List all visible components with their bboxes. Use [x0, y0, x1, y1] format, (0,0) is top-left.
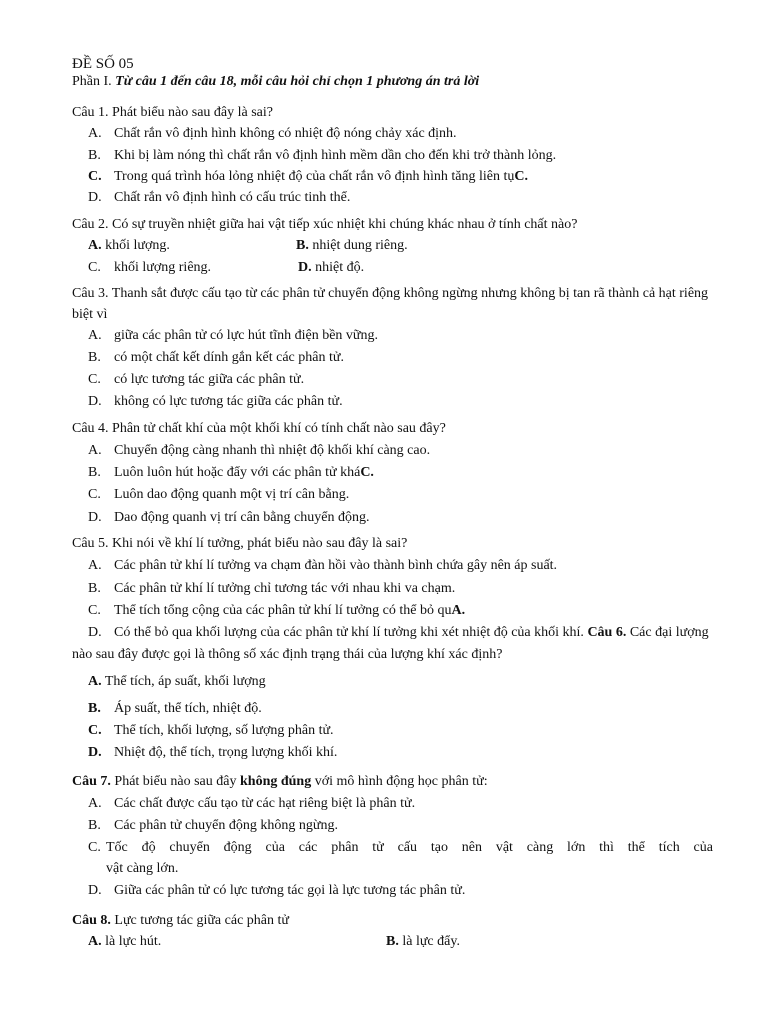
q7-c-word: vật — [495, 840, 513, 855]
q3-stem-line2: biệt vì — [72, 307, 108, 322]
q1-option-a: A. Chất rắn vô định hình không có nhiệt độ nóng chảy xác định. — [88, 126, 457, 141]
q7-c-word: tích — [658, 840, 680, 855]
q2-option-b: B. nhiệt dung riêng. — [296, 238, 408, 253]
exam-title: ĐỀ SỐ 05 — [72, 56, 134, 72]
q8-option-b: B. là lực đẩy. — [386, 934, 460, 949]
part-instruction — [72, 74, 479, 90]
q7-c-word: thì — [599, 840, 614, 855]
q5-option-d: D. Có thể bỏ qua khối lượng của các phân tử khí lí tưởng khi xét nhiệt độ của khối khí. Câu 6. Các đại lượng — [88, 625, 709, 640]
q1-stem: Câu 1. Phát biểu nào sau đây là sai? — [72, 105, 274, 120]
q7-c-word: của — [265, 840, 285, 855]
q6-stem-line2: nào sau đây được gọi là thông số xác định trạng thái của lượng khí xác định? — [72, 647, 503, 662]
q6-option-c: C. Thể tích, khối lượng, số lượng phân tử. — [88, 723, 334, 738]
q7-option-a: A. Các chất được cấu tạo từ các hạt riêng biệt là phân tử. — [88, 796, 416, 811]
q7-option-c: C. Tốc độ chuyển động của các phân tử cấu tạo nên vật càng lớn thì thể tích của — [88, 840, 713, 855]
q2-stem: Câu 2. Có sự truyền nhiệt giữa hai vật tiếp xúc nhiệt khi chúng khác nhau ở tính chất nào? — [72, 217, 578, 232]
q4-stem: Câu 4. Phân tử chất khí của một khối khí có tính chất nào sau đây? — [72, 421, 446, 436]
q6-option-b: B. Áp suất, thể tích, nhiệt độ. — [88, 701, 262, 716]
q8-stem: Câu 8. Lực tương tác giữa các phân tử — [72, 913, 289, 928]
q7-option-c-continued: vật càng lớn. — [106, 861, 179, 876]
q7-stem: Câu 7. Phát biểu nào sau đây không đúng với mô hình động học phân tử: — [72, 774, 488, 789]
q5-option-c: C. Thể tích tổng cộng của các phân tử khí lí tưởng có thể bỏ quA. — [88, 603, 466, 618]
q7-c-word: chuyển — [169, 840, 210, 855]
q3-option-c: C. có lực tương tác giữa các phân tử. — [88, 372, 305, 387]
q3-stem-line1: Câu 3. Thanh sắt được cấu tạo từ các phân tử chuyển động không ngừng nhưng không bị tan rã thành cả hạt riêng — [72, 286, 709, 301]
q5-option-a: A. Các phân tử khí lí tưởng va chạm đàn hồi vào thành bình chứa gây nên áp suất. — [88, 558, 558, 573]
q7-c-word: độ — [141, 840, 156, 855]
q1-option-b: B. Khi bị làm nóng thì chất rắn vô định hình mềm dần cho đến khi trở thành lỏng. — [88, 148, 557, 163]
q7-c-word: của — [693, 840, 713, 855]
q3-option-d: D. không có lực tương tác giữa các phân tử. — [88, 394, 343, 409]
q7-c-word: phân — [331, 840, 359, 855]
q4-option-c: C. Luôn dao động quanh một vị trí cân bằng. — [88, 487, 350, 502]
q7-c-word: động — [223, 840, 252, 855]
q6-label: Câu 6. — [587, 625, 627, 640]
q7-option-d: D. Giữa các phân tử có lực tương tác gọi là lực tương tác phân tử. — [88, 883, 466, 898]
q2-option-c: C. khối lượng riêng. — [88, 260, 212, 275]
q2-option-a: A. khối lượng. — [88, 238, 170, 253]
q1-option-d: D. Chất rắn vô định hình có cấu trúc tinh thể. — [88, 190, 351, 205]
q8-option-a: A. là lực hút. — [88, 934, 162, 949]
q7-c-word: lớn — [567, 840, 586, 855]
q7-c-word: nên — [461, 840, 483, 855]
q5-stem: Câu 5. Khi nói về khí lí tưởng, phát biểu nào sau đây là sai? — [72, 536, 408, 551]
q7-c-word: tử — [372, 840, 384, 855]
q4-option-a: A. Chuyển động càng nhanh thì nhiệt độ khối khí càng cao. — [88, 443, 431, 458]
part-prefix: Phần I. — [72, 74, 112, 89]
q3-option-a: A. giữa các phân tử có lực hút tĩnh điện bền vững. — [88, 328, 379, 343]
part-instruction-text: Từ câu 1 đến câu 18, mỗi câu hỏi chỉ chọn 1 phương án trả lời — [115, 74, 480, 89]
q7-option-b: B. Các phân tử chuyển động không ngừng. — [88, 818, 338, 833]
q4-option-b: B. Luôn luôn hút hoặc đẩy với các phân tử kháC. — [88, 465, 374, 480]
q7-c-word: cấu — [397, 840, 418, 855]
q6-stem-line1: Các đại lượng — [629, 625, 709, 640]
q2-option-d: D. nhiệt độ. — [298, 260, 365, 275]
q4-option-d: D. Dao động quanh vị trí cân bằng chuyển động. — [88, 510, 370, 525]
q3-option-b: B. có một chất kết dính gắn kết các phân tử. — [88, 350, 344, 365]
q6-option-a: A. Thể tích, áp suất, khối lượng — [88, 674, 266, 689]
q7-c-word: các — [298, 840, 318, 855]
q7-c-word: thể — [627, 840, 645, 855]
q1-option-c: C. Trong quá trình hóa lỏng nhiệt độ của chất rắn vô định hình tăng liên tụC. — [88, 169, 528, 184]
q7-c-word: càng — [526, 840, 554, 855]
q7-c-word: tạo — [430, 840, 448, 855]
q7-c-word: Tốc — [105, 840, 128, 855]
q7-option-c-text — [106, 840, 713, 856]
q5-option-b: B. Các phân tử khí lí tưởng chỉ tương tác với nhau khi va chạm. — [88, 581, 456, 596]
q6-option-d: D. Nhiệt độ, thể tích, trọng lượng khối khí. — [88, 745, 338, 760]
